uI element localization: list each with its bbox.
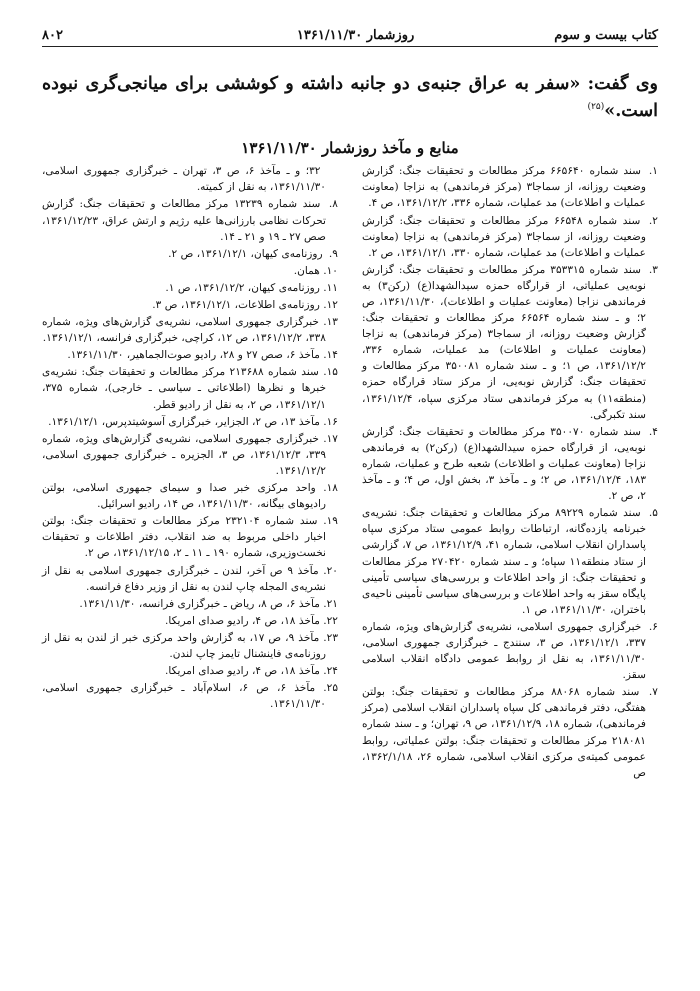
reference-text: خبرگزاری جمهوری اسلامی، نشریه‌ی گزارش‌های ویژه، شماره ۳۳۸، ۱۳۶۱/۱۲/۲، ص ۱۲، کراچی، خبرگزاری فرانسه، ۱۳۶۱/۱۲/۱. bbox=[42, 316, 326, 345]
reference-item bbox=[362, 684, 658, 781]
reference-item bbox=[42, 596, 338, 612]
reference-number: ۱۰. bbox=[323, 264, 338, 277]
reference-number: ۱۵. bbox=[323, 366, 338, 379]
book-title: کتاب بیست و سوم bbox=[554, 28, 658, 43]
reference-text: خبرگزاری جمهوری اسلامی، نشریه‌ی گزارش‌های ویژه، شماره ۳۳۷، ۱۳۶۱/۱۲/۱، ص ۳، سنندج ـ خبرگزاری جمهوری اسلامی، ۱۳۶۱/۱۱/۳۰، به نقل از روابط عمومی دادگاه انقلاب اسلامی سقز. bbox=[362, 620, 646, 682]
reference-item bbox=[42, 563, 338, 595]
reference-number: ۹. bbox=[328, 247, 338, 260]
reference-number: ۱۳. bbox=[323, 316, 338, 329]
reference-number: ۲۵. bbox=[323, 682, 339, 695]
reference-item bbox=[42, 347, 338, 363]
reference-text: مآخذ ۹ ص آخر، لندن ـ خبرگزاری جمهوری اسلامی به نقل از نشریه‌ی المجله چاپ لندن به نقل از وزیر دفاع فرانسه. bbox=[42, 564, 326, 593]
reference-item bbox=[42, 163, 338, 195]
reference-text: واحد مرکزی خبر صدا و سیمای جمهوری اسلامی، بولتن رادیوهای بیگانه، ۱۳۶۱/۱۱/۳۰، ص ۱۴، رادیو اسرائیل. bbox=[42, 482, 326, 511]
reference-item bbox=[362, 213, 658, 261]
reference-item bbox=[362, 505, 658, 618]
left-reference-list bbox=[42, 163, 338, 712]
reference-text: مآخذ ۶، ص ۶، اسلام‌آباد ـ خبرگزاری جمهوری اسلامی، ۱۳۶۱/۱۱/۳۰. bbox=[42, 682, 326, 711]
reference-text: خبرگزاری جمهوری اسلامی، نشریه‌ی گزارش‌های ویژه، شماره ۳۳۹، ۱۳۶۱/۱۲/۳، ص ۳، الجزیره ـ خبرگزاری جمهوری اسلامی، ۱۳۶۱/۱۲/۲. bbox=[42, 432, 327, 477]
reference-number: ۲. bbox=[648, 214, 658, 227]
reference-text: ۳۲؛ و ـ مآخذ ۶، ص ۳، تهران ـ خبرگزاری جمهوری اسلامی، ۱۳۶۱/۱۱/۳۰، به نقل از کمیته. bbox=[42, 165, 326, 194]
reference-text: سند شماره ۶۶۵۴۸ مرکز مطالعات و تحقیقات جنگ: گزارش وضعیت روزانه، از سماجا۳ (مرکز فرماندهی) به نزاجا (معاونت عملیات و اطلاعات) مد عملیات، شماره ۳۳۰، ۱۳۶۱/۱۲/۱، ص ۲. bbox=[362, 214, 646, 259]
reference-text: سند شماره ۲۱۳۶۸۸ مرکز مطالعات و تحقیقات جنگ: نشریه‌ی خبرها و نظرها (اطلاعاتی ـ سیاسی ـ خارجی)، شماره ۳۷۵، ۱۳۶۱/۱۲/۱، ص ۲، به نقل از رادیو قطر. bbox=[42, 366, 326, 411]
reference-item bbox=[42, 280, 338, 296]
reference-text: سند شماره ۶۶۵۶۴۰ مرکز مطالعات و تحقیقات جنگ: گزارش وضعیت روزانه، از سماجا۳ (مرکز فرماندهی) به نزاجا (معاونت عملیات و اطلاعات) مد عملیات، شماره ۳۳۶، ۱۳۶۱/۱۲/۲، ص ۴. bbox=[362, 165, 646, 210]
reference-text: سند شماره ۸۹۲۲۹ مرکز مطالعات و تحقیقات جنگ: نشریه‌ی خبرنامه یازده‌گانه، ارتباطات روابط عمومی ستاد مرکزی سپاه پاسداران انقلاب اسلامی، شماره ۴۱، ۱۳۶۱/۱۲/۹، ص ۷، گزارشی از ستاد منطقه۱۱ سپاه؛ و ـ سند شماره ۲۷۰۴۲۰ مرکز مطالعات و تحقیقات جنگ: از واحد اطلاعات و بررسی‌های سیاسی تأمینی پایگاه سقز به واحد اطلاعات و بررسی‌های سیاسی تأمینی ناحیه‌ی باختران، ۱۳۶۱/۱۱/۳۰، ص ۱. bbox=[362, 507, 646, 616]
reference-number: ۶. bbox=[648, 620, 658, 633]
left-column bbox=[42, 163, 338, 782]
reference-number: ۴. bbox=[648, 425, 658, 438]
reference-item bbox=[42, 513, 338, 561]
reference-number: ۷. bbox=[648, 686, 658, 699]
section-title: منابع و مآخذ روزشمار ۱۳۶۱/۱۱/۳۰ bbox=[241, 139, 459, 158]
reference-number: ۸. bbox=[328, 198, 338, 211]
right-column bbox=[362, 163, 658, 782]
reference-item bbox=[42, 364, 338, 412]
reference-number: ۳. bbox=[648, 263, 658, 276]
lead-paragraph bbox=[42, 71, 658, 125]
reference-text: مآخذ ۱۸، ص ۴، رادیو صدای امریکا. bbox=[165, 614, 324, 627]
lead-text: وی گفت: «سفر به عراق جنبه‌ی دو جانبه داشته و کوششی برای میانجی‌گری نبوده است.» bbox=[42, 74, 658, 122]
reference-number: ۲۳. bbox=[323, 631, 339, 644]
right-reference-list bbox=[362, 163, 658, 781]
running-header bbox=[42, 28, 658, 47]
reference-item bbox=[362, 163, 658, 211]
reference-text: همان. bbox=[293, 264, 324, 277]
reference-item bbox=[362, 424, 658, 504]
reference-text: سند شماره ۲۳۲۱۰۴ مرکز مطالعات و تحقیقات جنگ: بولتن اخبار داخلی مربوط به ضد انقلاب، دفتر اطلاعات و تحقیقات نخست‌وزیری، شماره ۱۹۰ ـ ۱۱ ـ ۲، ۱۳۶۱/۱۲/۱۵، ص ۲. bbox=[42, 515, 326, 560]
reference-text: مآخذ ۱۸، ص ۴، رادیو صدای امریکا. bbox=[165, 665, 324, 678]
reference-text: مآخذ ۱۳، ص ۲، الجزایر، خبرگزاری آسوشیتدپرس، ۱۳۶۱/۱۲/۱. bbox=[48, 415, 324, 428]
reference-number: ۱۴. bbox=[323, 349, 338, 362]
references-columns bbox=[42, 163, 658, 782]
reference-item bbox=[42, 414, 338, 430]
reference-number: ۱. bbox=[648, 165, 658, 178]
reference-item bbox=[42, 630, 338, 662]
reference-item bbox=[362, 619, 658, 683]
reference-text: مآخذ ۹، ص ۱۷، به گزارش واحد مرکزی خبر از لندن به نقل از روزنامه‌ی فاینشنال تایمز چاپ لندن. bbox=[42, 631, 326, 660]
reference-number: ۵. bbox=[648, 507, 658, 520]
reference-text: روزنامه‌ی کیهان، ۱۳۶۱/۱۲/۱، ص ۲. bbox=[168, 247, 326, 260]
reference-item bbox=[42, 196, 338, 244]
reference-item bbox=[362, 262, 658, 423]
reference-number: ۱۶. bbox=[323, 415, 338, 428]
reference-text: روزنامه‌ی کیهان، ۱۳۶۱/۱۲/۲، ص ۱. bbox=[165, 281, 324, 294]
reference-number: ۲۲. bbox=[323, 614, 338, 627]
reference-text: سند شماره ۸۸۰۶۸ مرکز مطالعات و تحقیقات جنگ: بولتن هفتگی، دفتر فرماندهی کل سپاه پاسداران انقلاب اسلامی (مرکز فرماندهی)، شماره ۱۸، ۱۳۶۱/۱۲/۹، ص ۹، تهران؛ و ـ سند شماره ۲۱۸۰۸۱ مرکز مطالعات و تحقیقات جنگ: بولتن عملیاتی، روابط عمومی کمیته‌ی مرکزی انقلاب اسلامی، شماره ۲۶، ۱۳۶۲/۱/۱۸، ص bbox=[362, 686, 646, 779]
reference-item bbox=[42, 480, 338, 512]
reference-number: ۱۸. bbox=[323, 482, 338, 495]
reference-text: سند شماره ۳۵۳۳۱۵ مرکز مطالعات و تحقیقات جنگ: گزارش نوبه‌یی عملیاتی، از قرارگاه حمزه سیدالشهدا(ع) (رکن۳) به فرماندهی نزاجا (معاونت عملیات و اطلاعات)، ۱۳۶۱/۱۱/۳۰، ص ۲؛ و ـ سند شماره ۶۶۵۶۴ مرکز مطالعات و تحقیقات جنگ: گزارش وضعیت روزانه، از سماجا۳ (مرکز فرماندهی) به نزاجا (معاونت عملیات و اطلاعات) مد عملیات، شماره ۳۳۶، ۱۳۶۱/۱۲/۲، ص ۱؛ و ـ سند شماره ۳۵۰۰۸۱ مرکز مطالعات و تحقیقات جنگ: گزارش نوبه‌یی، از مرکز ستاد قرارگاه حمزه (منطقه۱۱) به مرکز فرماندهی ستاد مرکزی سپاه، ۱۳۶۱/۱۲/۴، سند تکبرگی. bbox=[362, 263, 646, 421]
reference-text: سند شماره ۳۵۰۰۷۰ مرکز مطالعات و تحقیقات جنگ: گزارش نوبه‌یی، از قرارگاه حمزه سیدالشهدا(ع) (رکن۲) به فرماندهی نزاجا (معاونت عملیات و اطلاعات) شعبه طرح و عملیات، شماره ۱۸۳، ۱۳۶۱/۱۲/۴، ص ۲؛ و ـ مآخذ ۳، بخش اول، ص ۴؛ و ـ مآخذ ۲، ص ۲. bbox=[362, 425, 647, 503]
reference-item bbox=[42, 246, 338, 262]
reference-number: ۱۲. bbox=[323, 299, 338, 311]
page-number: ۸۰۲ bbox=[42, 28, 63, 43]
reference-text: روزنامه‌ی اطلاعات، ۱۳۶۱/۱۲/۱، ص ۳. bbox=[152, 299, 324, 311]
date-label: روزشمار ۱۳۶۱/۱۱/۳۰ bbox=[296, 28, 415, 43]
reference-number: ۱۹. bbox=[323, 515, 338, 528]
reference-text: مآخذ ۶، صص ۲۷ و ۲۸، رادیو صوت‌الجماهیر، ۱۳۶۱/۱۱/۳۰. bbox=[67, 349, 324, 362]
reference-item bbox=[42, 613, 338, 629]
reference-number: ۱۷. bbox=[323, 432, 338, 445]
reference-number: ۲۰. bbox=[323, 564, 338, 577]
reference-item bbox=[42, 314, 338, 346]
reference-text: مآخذ ۶، ص ۸، ریاض ـ خبرگزاری فرانسه، ۱۳۶۱/۱۱/۳۰. bbox=[79, 597, 324, 610]
reference-number: ۲۱. bbox=[323, 597, 338, 610]
reference-text: سند شماره ۱۳۲۳۹ مرکز مطالعات و تحقیقات جنگ: گزارش تحرکات نظامی بارزانی‌ها علیه رژیم و ارتش عراق، ۱۳۶۱/۱۲/۲۳، صص ۲۷ ـ ۱۹ و ۲۱ ـ ۱۴. bbox=[42, 198, 326, 243]
reference-item bbox=[42, 263, 338, 279]
reference-item bbox=[42, 680, 338, 712]
reference-item bbox=[42, 663, 338, 679]
lead-ref: (۲۵) bbox=[587, 102, 605, 113]
reference-item bbox=[42, 297, 338, 313]
reference-item bbox=[42, 431, 338, 479]
reference-number: ۲۴. bbox=[323, 665, 338, 678]
reference-number: ۱۱. bbox=[323, 281, 338, 294]
